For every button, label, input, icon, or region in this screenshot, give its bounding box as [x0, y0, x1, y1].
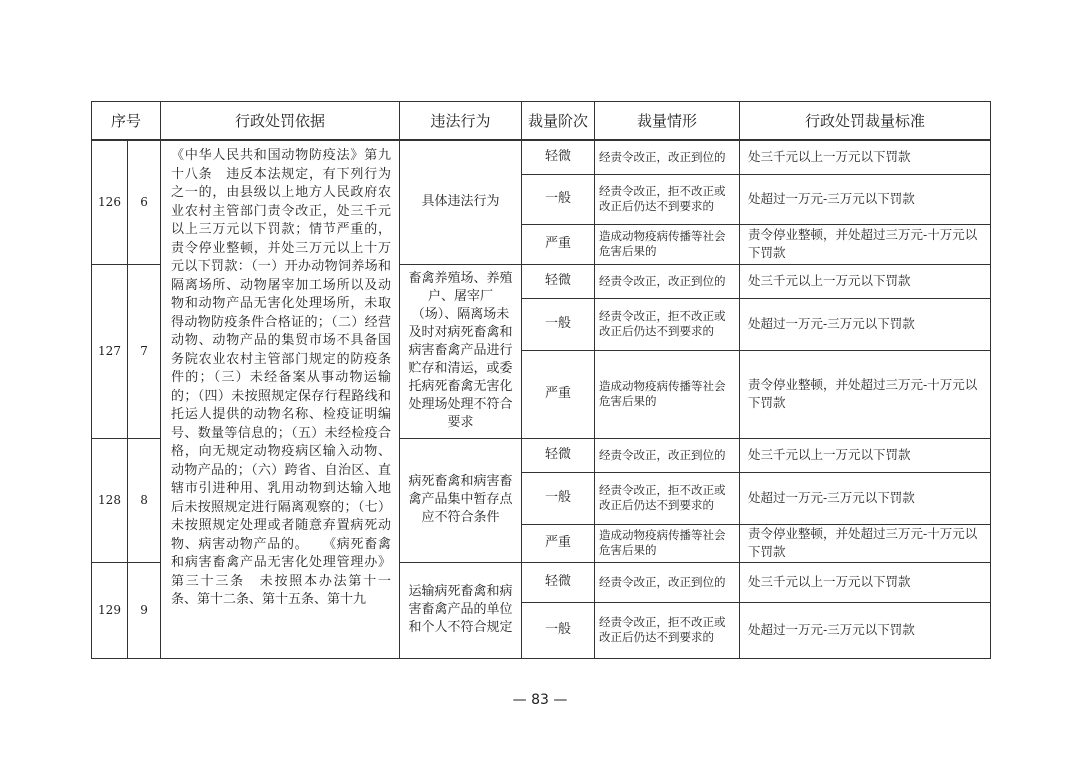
level-cell: 严重 — [522, 224, 595, 264]
level-cell: 一般 — [522, 472, 595, 524]
level-cell: 一般 — [522, 174, 595, 224]
header-circumstance: 裁量情形 — [595, 102, 740, 141]
standard-cell: 处三千元以上一万元以下罚款 — [740, 438, 991, 472]
seq-cell: 128 — [92, 438, 128, 562]
circumstance-cell: 造成动物疫病传播等社会危害后果的 — [595, 224, 740, 264]
circumstance-cell: 造成动物疫病传播等社会危害后果的 — [595, 524, 740, 562]
header-level: 裁量阶次 — [522, 102, 595, 141]
behavior-cell: 运输病死畜禽和病害畜禽产品的单位和个人不符合规定 — [400, 562, 522, 658]
basis-cell: 《中华人民共和国动物防疫法》第九十八条 违反本法规定，有下列行为之一的，由县级以上地方人民政府农业农村主管部门责令改正，处三千元以上三万元以下罚款；情节严重的，责令停业整顿，并处三万元以上十万元以下罚款：（一）开办动物饲养场和隔离场所、动物屠宰加工场所以及动物和动物产品无害化处理场所，未取得动物防疫条件合格证的；（二）经营动物、动物产品的集贸市场不具备国务院农业农村主管部门规定的防疫条件的；（三）未经备案从事动物运输的；（四）未按照规定保存行程路线和托运人提供的动物名称、检疫证明编号、数量等信息的；（五）未经检疫合格，向无规定动物疫病区输入动物、动物产品的；（六）跨省、自治区、直辖市引进种用、乳用动物到达输入地后未按照规定进行隔离观察的；（七）未按照规定处理或者随意弃置病死动物、病害动物产品的。 《病死畜禽和病害畜禽产品无害化处理管理办》第三十三条 未按照本办法第十一条、第十二条、第十五条、第十九 — [161, 140, 400, 658]
level-cell: 严重 — [522, 350, 595, 438]
standard-cell: 责令停业整顿，并处超过三万元-十万元以下罚款 — [740, 224, 991, 264]
standard-cell: 处三千元以上一万元以下罚款 — [740, 264, 991, 298]
level-cell: 轻微 — [522, 140, 595, 174]
standard-cell: 处三千元以上一万元以下罚款 — [740, 140, 991, 174]
circumstance-cell: 经责令改正，拒不改正或改正后仍达不到要求的 — [595, 602, 740, 658]
standard-cell: 责令停业整顿，并处超过三万元-十万元以下罚款 — [740, 350, 991, 438]
level-cell: 一般 — [522, 602, 595, 658]
standard-cell: 处超过一万元-三万元以下罚款 — [740, 602, 991, 658]
table-header-row — [92, 102, 991, 141]
seq-cell: 126 — [92, 140, 128, 264]
circumstance-cell: 经责令改正，改正到位的 — [595, 562, 740, 602]
level-cell: 一般 — [522, 298, 595, 350]
header-seq: 序号 — [92, 102, 161, 141]
seq-cell: 129 — [92, 562, 128, 658]
standard-cell: 处超过一万元-三万元以下罚款 — [740, 298, 991, 350]
circumstance-cell: 经责令改正，改正到位的 — [595, 140, 740, 174]
circumstance-cell: 经责令改正，拒不改正或改正后仍达不到要求的 — [595, 298, 740, 350]
level-cell: 轻微 — [522, 562, 595, 602]
header-behavior: 违法行为 — [400, 102, 522, 141]
table-row — [92, 140, 991, 174]
circumstance-cell: 经责令改正，改正到位的 — [595, 264, 740, 298]
circumstance-cell: 经责令改正，改正到位的 — [595, 438, 740, 472]
level-cell: 严重 — [522, 524, 595, 562]
header-basis: 行政处罚依据 — [161, 102, 400, 141]
penalty-table — [91, 101, 991, 659]
standard-cell: 处超过一万元-三万元以下罚款 — [740, 472, 991, 524]
circumstance-cell: 造成动物疫病传播等社会危害后果的 — [595, 350, 740, 438]
sub-seq-cell: 7 — [128, 264, 161, 438]
seq-cell: 127 — [92, 264, 128, 438]
standard-cell: 处超过一万元-三万元以下罚款 — [740, 174, 991, 224]
page-number: — 83 — — [512, 692, 568, 708]
level-cell: 轻微 — [522, 264, 595, 298]
behavior-cell: 畜禽养殖场、养殖户、屠宰厂（场）、隔离场未及时对病死畜禽和病害畜禽产品进行贮存和清运，或委托病死畜禽无害化处理场处理不符合要求 — [400, 264, 522, 438]
behavior-cell: 具体违法行为 — [400, 140, 522, 264]
sub-seq-cell: 8 — [128, 438, 161, 562]
standard-cell: 责令停业整顿，并处超过三万元-十万元以下罚款 — [740, 524, 991, 562]
sub-seq-cell: 9 — [128, 562, 161, 658]
level-cell: 轻微 — [522, 438, 595, 472]
header-standard: 行政处罚裁量标准 — [740, 102, 991, 141]
circumstance-cell: 经责令改正，拒不改正或改正后仍达不到要求的 — [595, 174, 740, 224]
circumstance-cell: 经责令改正，拒不改正或改正后仍达不到要求的 — [595, 472, 740, 524]
behavior-cell: 病死畜禽和病害畜禽产品集中暂存点应不符合条件 — [400, 438, 522, 562]
standard-cell: 处三千元以上一万元以下罚款 — [740, 562, 991, 602]
sub-seq-cell: 6 — [128, 140, 161, 264]
